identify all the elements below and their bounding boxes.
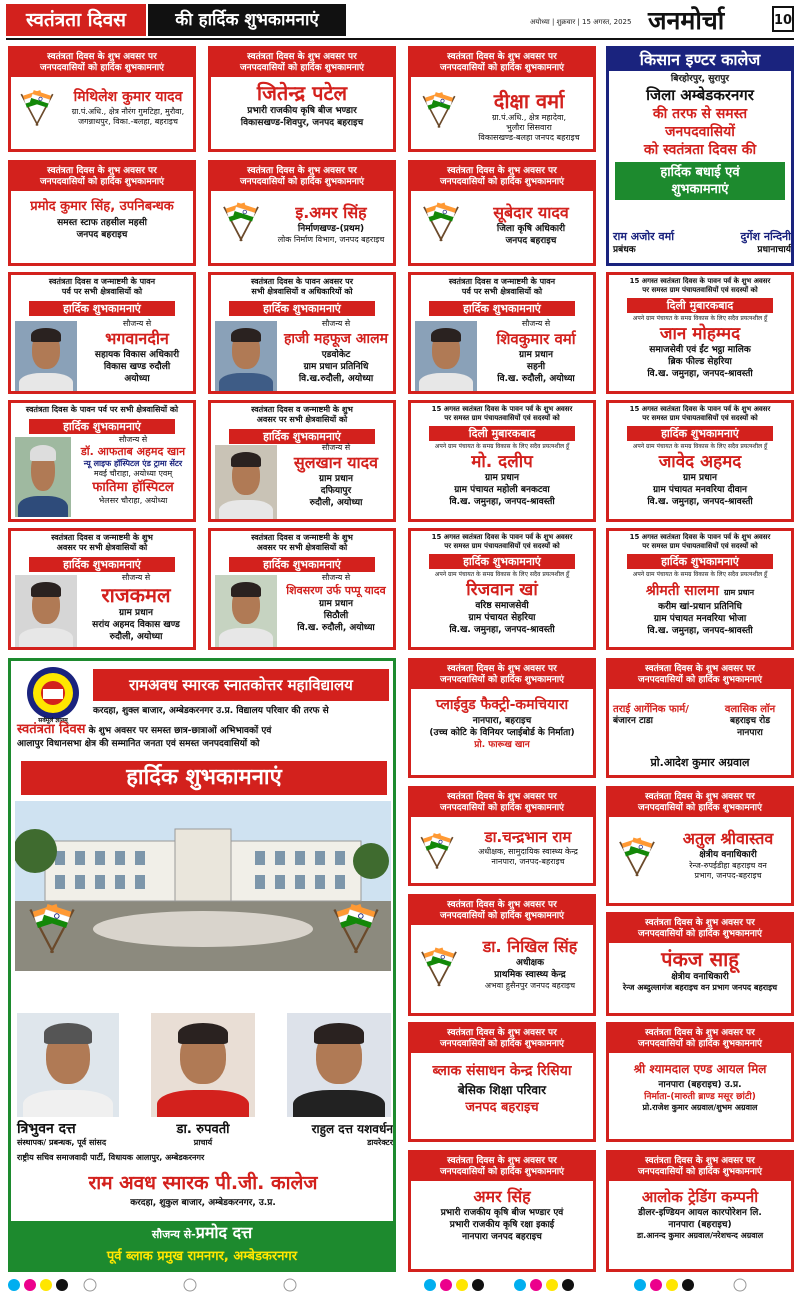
ad-jawed (606, 400, 794, 522)
advertiser-line: विकासखण्ड-बलहा जनपद बहराइच (478, 133, 580, 142)
advertiser-line: प्रभारी राजकीय कृषि बीज भण्डार एवं (440, 1208, 564, 1218)
greeting-band: स्वतंत्रता दिवस के शुभ अवसर पर जनपदवासियों को हार्दिक शुभकामनाएं (411, 1153, 593, 1181)
ad-daleep (408, 400, 596, 522)
greeting-green-box: हार्दिक बधाई एवं शुभकामनाएं (615, 162, 785, 200)
greeting-strip: हार्दिक शुभकामनाएं (229, 301, 375, 316)
flag-pair-icon (415, 201, 467, 245)
ad-nikhil (408, 894, 596, 1016)
greeting-band: स्वतंत्रता दिवस के शुभ अवसर पर जनपदवासियों को हार्दिक शुभकामनाएं (411, 1025, 593, 1053)
greeting-pledge: अपने ग्राम पंचायत के समग्र विकास के लिए सदैव प्रयत्नशील हूँ (434, 443, 570, 450)
greeting-band: स्वतंत्रता दिवस के शुभ अवसर पर जनपदवासियों को हार्दिक शुभकामनाएं (609, 1153, 791, 1181)
person-photo-icon (15, 321, 77, 391)
college-footer-name: राम अवध स्मारक पी.जी. कालेज (88, 1172, 318, 1194)
courtesy-label: सौजन्य से (121, 573, 151, 582)
advertiser-line: क्षेत्रीय वनाधिकारी (699, 850, 757, 860)
advertiser-line: वि.ख. जमुनहा, जनपद-श्रावस्ती (647, 626, 753, 636)
flag-pair-icon (13, 87, 61, 131)
college-place: बिरहोरपुर, सुरापुर (670, 74, 730, 84)
advertiser-line: सिठौली (323, 611, 349, 621)
advertiser-line: ग्राम पंचायत महोली बनकटवा (454, 485, 550, 495)
greeting-band: स्वतंत्रता दिवस व जन्माष्टमी के पावन पर्व पर सभी क्षेत्रवासियों को (48, 277, 156, 296)
ad-plywood (408, 658, 596, 778)
advertiser-line: न्यू लाइफ हॉस्पिटल एंड ट्रामा सेंटर (83, 459, 183, 468)
advertiser-line: नानपारा (बहराइच) उ.प्र. (658, 1080, 742, 1090)
header-subtitle-box: की हार्दिक शुभकामनाएं (148, 4, 346, 36)
flag-pair-icon (611, 829, 663, 887)
advertiser-name: सूबेदार यादव (493, 203, 569, 222)
advertiser-proprietor: प्रो.आदेश कुमार अग्रवाल (650, 756, 750, 769)
greeting-band: स्वतंत्रता दिवस के पावन अवसर पर सभी क्षेत्रवासियों व अधिकारियों को (251, 277, 353, 296)
college-logo-motto: सर्वमूलं ज्ञानम् (38, 717, 68, 724)
advertiser-line: प्रभाग, जनपद-बहराइच (694, 871, 762, 880)
advertiser-line: वि.ख.रुदौली, अयोध्या (298, 374, 374, 384)
advertiser-line: डीलर-इण्डियन आयल कारपोरेशन लि. (638, 1208, 762, 1218)
advertiser-line: नानपारा (बहराइच) (668, 1220, 732, 1230)
greeting-band: स्वतंत्रता दिवस के शुभ अवसर पर जनपदवासियों को हार्दिक शुभकामनाएं (411, 49, 593, 77)
greeting-band: 15 अगस्त स्वतंत्रता दिवस के पावन पर्व के शुभ अवसर पर समस्त ग्राम पंचायतवासियों एवं सदस्यों को (431, 533, 573, 550)
advertiser-line: रुदौली, अयोध्या (309, 498, 363, 508)
greeting-band: 15 अगस्त स्वतंत्रता दिवस के पावन पर्व के शुभ अवसर पर समस्त ग्राम पंचायतवासियों एवं सदस्यों को (629, 533, 771, 550)
flag-pair-icon (415, 89, 463, 133)
flag-pair-icon (215, 201, 267, 245)
advertiser-name: भगवानदीन (105, 329, 169, 348)
courtesy-label: सौजन्य से (321, 443, 351, 452)
ad-kisan-inter-college (606, 46, 794, 266)
advertiser-line: जनपद बहराइच (505, 236, 557, 246)
person-photo-icon (17, 1013, 119, 1117)
college-title: रामअवध स्मारक स्नातकोत्तर महाविद्यालय (93, 669, 389, 701)
courtesy-label: सौजन्य से (321, 573, 351, 582)
ad-salma (606, 528, 794, 650)
advertiser-line: जनपद बहराइच (76, 230, 128, 240)
greeting-band: 15 अगस्त स्वतंत्रता दिवस के पावन पर्व के शुभ अवसर पर समस्त ग्राम पंचायतवासियों एवं सदस्यों को (629, 405, 771, 422)
advertiser-line: रेन्ज अब्दुल्लागंज बहराइच वन प्रभाग जनपद बहराइच (622, 983, 778, 992)
advertiser-line: ग्राम पंचायत मनवरिया दीवान (652, 485, 748, 495)
college-har-strip: हार्दिक शुभकामनाएं (21, 761, 387, 795)
advertiser-line: नानपारा, जनपद-बहराइच (491, 857, 565, 866)
ad-pankaj (606, 912, 794, 1016)
advertiser-name: राजकमल (101, 583, 171, 607)
college-district: जिला अम्बेडकरनगर (646, 86, 754, 104)
person-photo-icon (415, 321, 477, 391)
greeting-band: स्वतंत्रता दिवस के शुभ अवसर पर जनपदवासियों को हार्दिक शुभकामनाएं (411, 897, 593, 925)
advertiser-line: क्षेत्रीय वनाधिकारी (671, 972, 729, 982)
advertiser-line: वि.ख. रुदौली, अयोध्या (497, 374, 575, 384)
greeting-band: स्वतंत्रता दिवस के शुभ अवसर पर जनपदवासियों को हार्दिक शुभकामनाएं (211, 163, 393, 191)
founder-role: संस्थापक/ प्रबन्धक, पूर्व सांसद (17, 1138, 107, 1147)
advertiser-line: रेन्ज-रुपईडीहा बहराइच वन (689, 861, 767, 870)
advertiser-line: भेलसर चौराहा, अयोध्या (98, 496, 168, 505)
advertiser-name: शिवसरण उर्फ पप्पू यादव (286, 584, 386, 597)
lawn-town: नानपारा (737, 728, 763, 738)
college-address: करदहा, शुक्ल बाजार, अम्बेडकरनगर उ.प्र. विद्यालय परिवार की तरफ से (93, 706, 329, 716)
courtesy-label: सौजन्य से (521, 319, 551, 328)
greeting-band: स्वतंत्रता दिवस के शुभ अवसर पर जनपदवासियों को हार्दिक शुभकामनाएं (211, 49, 393, 77)
principal-name: डा. रुपवती (176, 1122, 230, 1137)
person-photo-icon (15, 437, 71, 517)
ad-subedar (408, 160, 596, 266)
advertiser-line: वि.ख. जमुनहा, जनपद-श्रावस्ती (647, 497, 753, 507)
advertiser-line: प्रो.राजेश कुमार अग्रवाल/शुभम अग्रवाल (642, 1103, 758, 1112)
greeting-band: स्वतंत्रता दिवस व जन्माष्टमी के शुभ अवसर पर सभी क्षेत्रवासियों को (51, 533, 153, 552)
greeting-band: स्वतंत्रता दिवस के शुभ अवसर पर जनपदवासियों को हार्दिक शुभकामनाएं (11, 163, 193, 191)
founder-role-extra: राष्ट्रीय सचिव समाजवादी पार्टी, विधायक आलापुर, अम्बेडकरनगर (17, 1153, 205, 1162)
greeting-band: स्वतंत्रता दिवस व जन्माष्टमी के शुभ अवसर पर सभी क्षेत्रवासियों को (251, 405, 353, 424)
ad-aftab (8, 400, 196, 522)
advertiser-name: जितेन्द्र पटेल (256, 81, 348, 105)
advertiser-line: ग्राम पंचायत मनवरिया भोजा (653, 614, 747, 624)
principal-role: प्रधानाचार्य (757, 245, 791, 255)
greeting-strip: हार्दिक शुभकामनाएं (627, 554, 773, 569)
founder-name: त्रिभुवन दत्त (17, 1121, 76, 1137)
ad-jaan-mohammad (606, 272, 794, 394)
farm-name: तराई आर्गेनिक फार्म/ (613, 704, 689, 715)
ad-mithilesh (8, 46, 196, 152)
courtesy-name: प्रमोद दत्त (195, 1223, 253, 1242)
principal-role: प्राचार्य (193, 1138, 213, 1147)
advertiser-line: नानपारा जनपद बहराइच (462, 1232, 542, 1242)
advertiser-name: हाजी महफूज आलम (284, 331, 388, 347)
greeting-band: स्वतंत्रता दिवस के शुभ अवसर पर जनपदवासियों को हार्दिक शुभकामनाएं (609, 661, 791, 689)
advertiser-name: जावेद अहमद (658, 452, 742, 472)
advertiser-name: इ.अमर सिंह (295, 203, 367, 222)
greeting-pledge: अपने ग्राम पंचायत के समग्र विकास के लिए सदैव प्रयत्नशील हूँ (632, 443, 768, 450)
greeting-line: की तरफ से समस्त (652, 106, 748, 122)
greeting-line: जनपदवासियों (665, 124, 735, 140)
greeting-band: स्वतंत्रता दिवस के शुभ अवसर पर जनपदवासियों को हार्दिक शुभकामनाएं (411, 163, 593, 191)
advertiser-name: सुलखान यादव (293, 453, 379, 472)
page-number: 10 (772, 6, 794, 32)
advertiser-line: ग्राम पंचायत सेहरिया (468, 613, 536, 623)
advertiser-name: जान मोहम्मद (659, 324, 741, 344)
ad-amar-singh (208, 160, 396, 266)
advertiser-line: समस्त स्टाफ तहसील महसी (57, 218, 147, 228)
greeting-band: 15 अगस्त स्वतंत्रता दिवस के पावन पर्व के शुभ अवसर पर समस्त ग्राम पंचायतवासियों एवं सदस्यों को (629, 277, 771, 294)
greeting-band: स्वतंत्रता दिवस के शुभ अवसर पर जनपदवासियों को हार्दिक शुभकामनाएं (609, 1025, 791, 1053)
advertiser-line: सहनी (526, 362, 546, 372)
print-registration-strip (0, 1276, 800, 1294)
ad-atul (606, 786, 794, 906)
advertiser-line: ग्राम प्रधान (319, 474, 353, 484)
advertiser-line: अधीक्षक (515, 958, 545, 968)
greeting-band: स्वतंत्रता दिवस के शुभ अवसर पर जनपदवासियों को हार्दिक शुभकामनाएं (411, 661, 593, 689)
advertiser-name: मिथिलेश कुमार यादव (73, 89, 183, 105)
advertiser-line: ग्राम प्रधान (119, 608, 153, 618)
college-footer-address: करदहा, शुकुल बाजार, अम्बेडकरनगर, उ.प्र. (130, 1198, 276, 1208)
advertiser-line: ग्राम प्रधान (485, 473, 519, 483)
person-photo-icon (215, 445, 277, 519)
courtesy-label: सौजन्य से- (151, 1228, 196, 1241)
greeting-pledge: अपने ग्राम पंचायत के समग्र विकास के लिए सदैव प्रयत्नशील हूँ (632, 315, 768, 322)
greeting-strip: हार्दिक शुभकामनाएं (429, 554, 575, 569)
advertiser-line: निर्माणखण्ड-(प्रथम) (297, 224, 365, 234)
greeting-strip: दिली मुबारकबाद (627, 298, 773, 313)
advertiser-name: डा. निखिल सिंह (482, 937, 578, 956)
ad-bhagwandeen (8, 272, 196, 394)
advertiser-line: अयोध्या (124, 374, 150, 384)
advertiser-line: ब्रिक फील्ड सेहरिया (668, 357, 732, 367)
ad-ram-awadh-college (8, 658, 396, 1272)
advertiser-line: वि.ख. जमुनहा, जनपद-श्रावस्ती (647, 369, 753, 379)
advertiser-line: ग्राम प्रधान (519, 350, 553, 360)
advertiser-line: वरिष्ठ समाजसेवी (475, 601, 529, 611)
advertiser-line: ग्राम प्रधान प्रतिनिधि (303, 362, 369, 372)
greeting-band: स्वतंत्रता दिवस के शुभ अवसर पर जनपदवासियों को हार्दिक शुभकामनाएं (609, 789, 791, 817)
director-name: राहुल दत्त यशवर्धन (311, 1122, 393, 1136)
advertiser-name: शिवकुमार वर्मा (496, 330, 576, 348)
director-role: डायरेक्टर (367, 1138, 393, 1147)
ad-jitendra (208, 46, 396, 152)
advertiser-line: प्राथमिक स्वास्थ्य केन्द्र (494, 970, 566, 980)
ad-block-resource (408, 1022, 596, 1142)
greeting-band: स्वतंत्रता दिवस के शुभ अवसर पर जनपदवासियों को हार्दिक शुभकामनाएं (411, 789, 593, 817)
ad-amar-singh-2 (408, 1150, 596, 1272)
ad-chandrabhan (408, 786, 596, 886)
courtesy-role: पूर्व ब्लाक प्रमुख रामनगर, अम्बेडकरनगर (106, 1249, 298, 1264)
header-meta: अयोध्या | शुक्रवार | 15 अगस्त, 2025 (530, 18, 632, 26)
advertiser-line: विकासखण्ड-शिवपुर, जनपद बहराइच (240, 118, 364, 128)
advertiser-line: वि.ख. जमुनहा, जनपद-श्रावस्ती (449, 497, 555, 507)
advertiser-name: ब्लाक संसाधन केन्द्र रिसिया (432, 1063, 572, 1079)
principal-name: दुर्गेश नन्दिनी (740, 230, 791, 243)
advertiser-line: नानपारा, बहराइच (472, 716, 532, 726)
advertiser-line: लोक निर्माण विभाग, जनपद बहराइच (277, 235, 385, 244)
courtesy-label: सौजन्य से (122, 319, 152, 328)
header-rule (6, 38, 794, 40)
advertiser-tag: ग्राम प्रधान (723, 588, 755, 597)
advertiser-line: अधीक्षक, सामुदायिक स्वास्थ्य केन्द्र (478, 847, 578, 856)
lawn-road: बहराइच रोड (729, 716, 771, 726)
brand-logo: जनमोर्चा (648, 6, 725, 35)
advertiser-proprietor: प्रो. फारूख खान (474, 740, 530, 750)
advertiser-line: प्रभारी राजकीय कृषि बीज भण्डार (247, 106, 357, 116)
flag-pair-icon (413, 827, 461, 877)
greeting-strip: हार्दिक शुभकामनाएं (229, 557, 375, 572)
advertiser-line: निर्माता-(मारुती ब्राण्ड मसूर छांटी) (644, 1092, 756, 1102)
advertiser-line: करीम खां-प्रधान प्रतिनिधि (658, 602, 742, 612)
greeting-band: स्वतंत्रता दिवस व जन्माष्टमी के पावन पर्व पर सभी क्षेत्रवासियों को (448, 277, 556, 296)
person-photo-icon (215, 321, 277, 391)
advertiser-name: प्लाईवुड फैक्ट्री-कमचियारा (435, 697, 569, 713)
advertiser-line: ग्राम प्रधान (319, 599, 353, 609)
advertiser-name: आलोक ट्रेडिंग कम्पनी (641, 1188, 759, 1206)
advertiser-line: एडवोकेट (321, 350, 351, 360)
advertiser-line: भुलौरा सिसवारा (506, 123, 552, 132)
advertiser-line: ग्रा.पं.अधि., क्षेत्र महादेवा, (491, 113, 567, 122)
courtesy-label: सौजन्य से (321, 319, 351, 328)
header-title-box: स्वतंत्रता दिवस (6, 4, 146, 36)
ad-haji (208, 272, 396, 394)
flag-pair-icon (413, 937, 465, 999)
person-photo-icon (151, 1013, 255, 1117)
advertiser-name: श्री श्यामदाल एण्ड आयल मिल (633, 1062, 767, 1076)
advertiser-line: अभवा हुसैनपुर जनपद बहराइच (484, 981, 576, 990)
manager-name: राम अजोर वर्मा (613, 230, 675, 243)
ad-deeksha (408, 46, 596, 152)
ad-pramod (8, 160, 196, 266)
advertiser-name: पंकज साहू (661, 947, 739, 971)
advertiser-line: प्रभारी राजकीय कृषि रक्षा इकाई (449, 1220, 555, 1230)
greeting-band: स्वतंत्रता दिवस के पावन पर्व पर सभी क्षेत्रवासियों को (25, 405, 179, 414)
advertiser-name: डॉ. आफताब अहमद खान (80, 445, 186, 458)
ad-rajkamal (8, 528, 196, 650)
greeting-band: स्वतंत्रता दिवस के शुभ अवसर पर जनपदवासियों को हार्दिक शुभकामनाएं (11, 49, 193, 77)
advertiser-line: ग्रा.पं.अधि., क्षेत्र नौरंग गुमटिहा, मुरौवा, (71, 107, 185, 116)
advertiser-line: जगन्नाथपुर, विका.-बलहा, बहराइच (78, 117, 178, 126)
advertiser-line: मवई चौराहा, अयोध्या एवम् (93, 469, 173, 478)
person-photo-icon (287, 1013, 391, 1117)
advertiser-name: डा.चन्द्रभान राम (484, 828, 572, 846)
greeting-band: स्वतंत्रता दिवस व जन्माष्टमी के शुभ अवसर पर सभी क्षेत्रवासियों को (251, 533, 353, 552)
advertiser-name: अमर सिंह (473, 1187, 531, 1206)
advertiser-line: रुदौली, अयोध्या (109, 632, 163, 642)
lawn-name: वलासिक लॉन (724, 704, 776, 715)
advertiser-line: विकास खण्ड रुदौली (103, 362, 171, 372)
advertiser-name: अतुल श्रीवास्तव (682, 829, 774, 848)
college-title: किसान इण्टर कालेज (609, 49, 791, 71)
advertiser-name: रिजवान खां (466, 580, 538, 600)
advertiser-line: समाजसेवी एवं ईंट भट्ठा मालिक (649, 345, 751, 355)
ad-shyam-mill (606, 1022, 794, 1142)
ad-shivkumar (408, 272, 596, 394)
advertiser-name: श्रीमती सालमा (645, 583, 719, 599)
advertiser-line: (उच्च कोटि के विनियर प्लाईबोर्ड के निर्माता) (429, 728, 575, 738)
advertiser-line: सहायक विकास अधिकारी (94, 350, 180, 360)
ad-alok-trading (606, 1150, 794, 1272)
greeting-strip: दिली मुबारकबाद (429, 426, 575, 441)
advertiser-line: जिला कृषि अधिकारी (496, 224, 566, 234)
person-photo-icon (15, 575, 77, 647)
greeting-strip: हार्दिक शुभकामनाएं (229, 429, 375, 444)
greeting-band: स्वतंत्रता दिवस के शुभ अवसर पर जनपदवासियों को हार्दिक शुभकामनाएं (609, 915, 791, 943)
greeting-strip: हार्दिक शुभकामनाएं (29, 557, 175, 572)
ad-sulkhan (208, 400, 396, 522)
flag-pair-icon (323, 893, 389, 967)
advertiser-line: ग्राम प्रधान (683, 473, 717, 483)
greeting-strip: हार्दिक शुभकामनाएं (29, 419, 175, 434)
greeting-band: 15 अगस्त स्वतंत्रता दिवस के पावन पर्व के शुभ अवसर पर समस्त ग्राम पंचायतवासियों एवं सदस्यों को (431, 405, 573, 422)
flag-pair-icon (19, 893, 85, 967)
manager-role: प्रबंधक (613, 245, 636, 255)
greeting-pledge: अपने ग्राम पंचायत के समग्र विकास के लिए सदैव प्रयत्नशील हूँ (632, 571, 768, 578)
advertiser-line: दफियापुर (320, 486, 352, 496)
hospital-name: फातिमा हॉस्पिटल (92, 480, 174, 495)
advertiser-line: सरांय अहमद विकास खण्ड (92, 620, 180, 630)
advertiser-name: प्रमोद कुमार सिंह, उपनिबन्धक (30, 199, 174, 214)
advertiser-line: डा.आनन्द कुमार अग्रवाल/नरेशचन्द अग्रवाल (636, 1231, 764, 1240)
person-photo-icon (215, 575, 277, 647)
advertiser-line: बेसिक शिक्षा परिवार (457, 1083, 547, 1097)
greeting-line: को स्वतंत्रता दिवस की (643, 142, 757, 158)
advertiser-line: वि.ख. रुदौली, अयोध्या (297, 623, 375, 633)
greeting-strip: हार्दिक शुभकामनाएं (627, 426, 773, 441)
greeting-strip: हार्दिक शुभकामनाएं (29, 301, 175, 316)
courtesy-label: सौजन्य से (118, 435, 148, 444)
ad-shivsaran (208, 528, 396, 650)
advertiser-line: वि.ख. जमुनहा, जनपद-श्रावस्ती (449, 625, 555, 635)
advertiser-name: दीक्षा वर्मा (493, 89, 565, 113)
greeting-strip: हार्दिक शुभकामनाएं (429, 301, 575, 316)
farm-place: बंजारन टाडा (613, 716, 653, 726)
advertiser-line: जनपद बहराइच (465, 1100, 539, 1115)
greeting-pledge: अपने ग्राम पंचायत के समग्र विकास के लिए सदैव प्रयत्नशील हूँ (434, 571, 570, 578)
advertiser-name: मो. दलीप (471, 452, 533, 472)
college-greeting: स्वतंत्रता दिवस के शुभ अवसर पर समस्त छात्र-छात्राओं अभिभावकों एवं आलापुर विधानसभा क्षेत्र की सम्मानित जनता एवं समस्त जनपदवासियों को (17, 722, 272, 749)
ad-tarai (606, 658, 794, 778)
ad-rizwan (408, 528, 596, 650)
